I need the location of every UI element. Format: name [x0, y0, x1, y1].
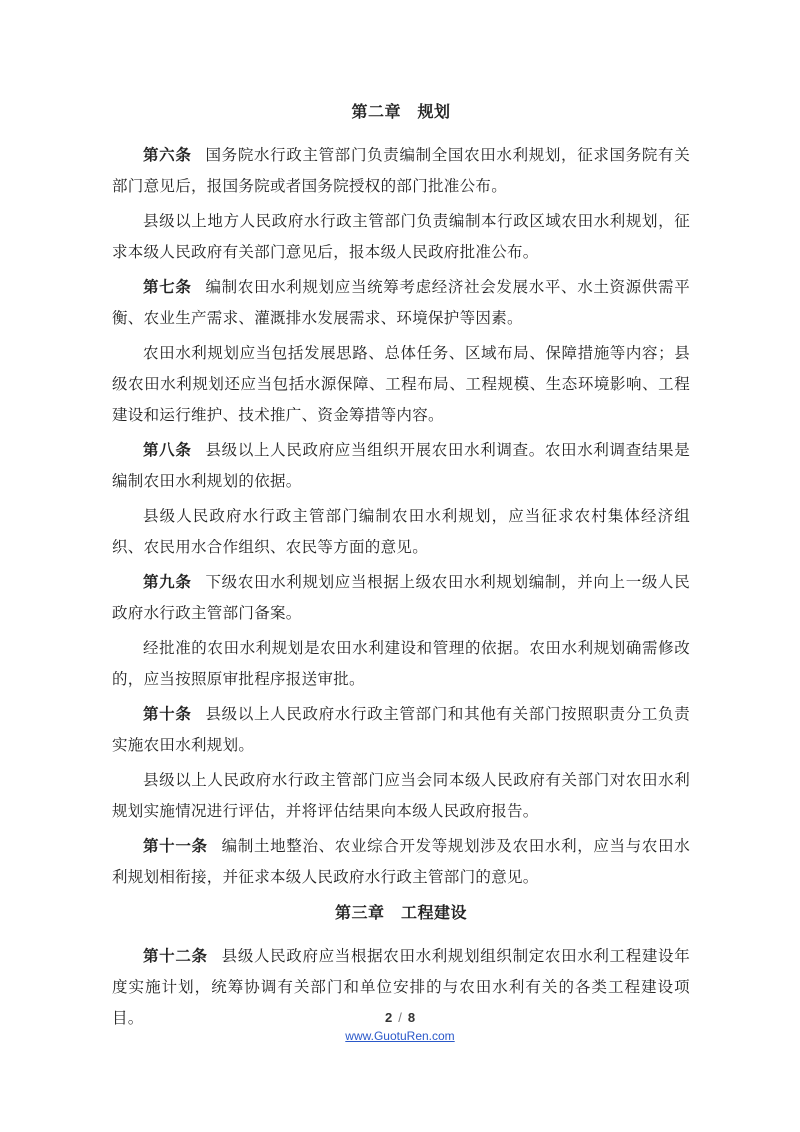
article-text: 下级农田水利规划应当根据上级农田水利规划编制，并向上一级人民政府水行政主管部门备案。 — [112, 573, 690, 622]
page-current: 2 — [384, 1010, 393, 1025]
article-text: 国务院水行政主管部门负责编制全国农田水利规划，征求国务院有关部门意见后，报国务院或者国务院授权的部门批准公布。 — [112, 146, 690, 195]
article-text: 县级人民政府应当根据农田水利规划组织制定农田水利工程建设年度实施计划，统筹协调有关部门和单位安排的与农田水利有关的各类工程建设项目。 — [112, 947, 691, 1027]
article-label: 第十条 — [143, 705, 192, 723]
website-link[interactable]: www.GuotuRen.com — [345, 1029, 455, 1043]
article-text: 县级以上人民政府应当组织开展农田水利调查。农田水利调查结果是编制农田水利规划的依据。 — [112, 441, 690, 490]
article-label: 第六条 — [143, 146, 192, 164]
article-label: 第十二条 — [143, 947, 208, 965]
article-label: 第八条 — [143, 441, 192, 459]
article-paragraph — [112, 501, 690, 563]
article-paragraph — [112, 831, 690, 893]
article-paragraph — [112, 140, 690, 202]
article-text: 县级人民政府水行政主管部门编制农田水利规划，应当征求农村集体经济组织、农民用水合作组织、农民等方面的意见。 — [112, 507, 690, 556]
chapter-heading: 第三章 工程建设 — [334, 903, 467, 922]
article-paragraph — [112, 567, 690, 629]
article-text: 编制农田水利规划应当统筹考虑经济社会发展水平、水土资源供需平衡、农业生产需求、灌溉排水发展需求、环境保护等因素。 — [112, 278, 690, 327]
article-text: 农田水利规划应当包括发展思路、总体任务、区域布局、保障措施等内容；县级农田水利规划还应当包括水源保障、工程布局、工程规模、生态环境影响、工程建设和运行维护、技术推广、资金筹措等内容。 — [112, 344, 690, 424]
page-separator: / — [398, 1010, 402, 1025]
article-paragraph — [112, 633, 690, 695]
chapter-heading: 第二章 规划 — [351, 102, 451, 121]
article-paragraph — [112, 338, 690, 431]
article-label: 第七条 — [143, 278, 192, 296]
article-paragraph — [112, 272, 690, 334]
article-paragraph — [112, 206, 690, 268]
article-text: 县级以上地方人民政府水行政主管部门负责编制本行政区域农田水利规划，征求本级人民政府有关部门意见后，报本级人民政府批准公布。 — [112, 212, 690, 261]
article-paragraph — [112, 699, 690, 761]
article-text: 编制土地整治、农业综合开发等规划涉及农田水利，应当与农田水利规划相衔接，并征求本级人民政府水行政主管部门的意见。 — [112, 837, 691, 886]
article-paragraph — [112, 765, 690, 827]
page-footer — [0, 1010, 800, 1043]
article-text: 县级以上人民政府水行政主管部门和其他有关部门按照职责分工负责实施农田水利规划。 — [112, 705, 690, 754]
article-paragraph — [112, 435, 690, 497]
article-text: 县级以上人民政府水行政主管部门应当会同本级人民政府有关部门对农田水利规划实施情况进行评估，并将评估结果向本级人民政府报告。 — [112, 771, 690, 820]
article-text: 经批准的农田水利规划是农田水利建设和管理的依据。农田水利规划确需修改的，应当按照原审批程序报送审批。 — [112, 639, 690, 688]
article-label: 第十一条 — [143, 837, 208, 855]
page-number — [0, 1010, 800, 1025]
article-label: 第九条 — [143, 573, 192, 591]
page-total: 8 — [407, 1010, 416, 1025]
